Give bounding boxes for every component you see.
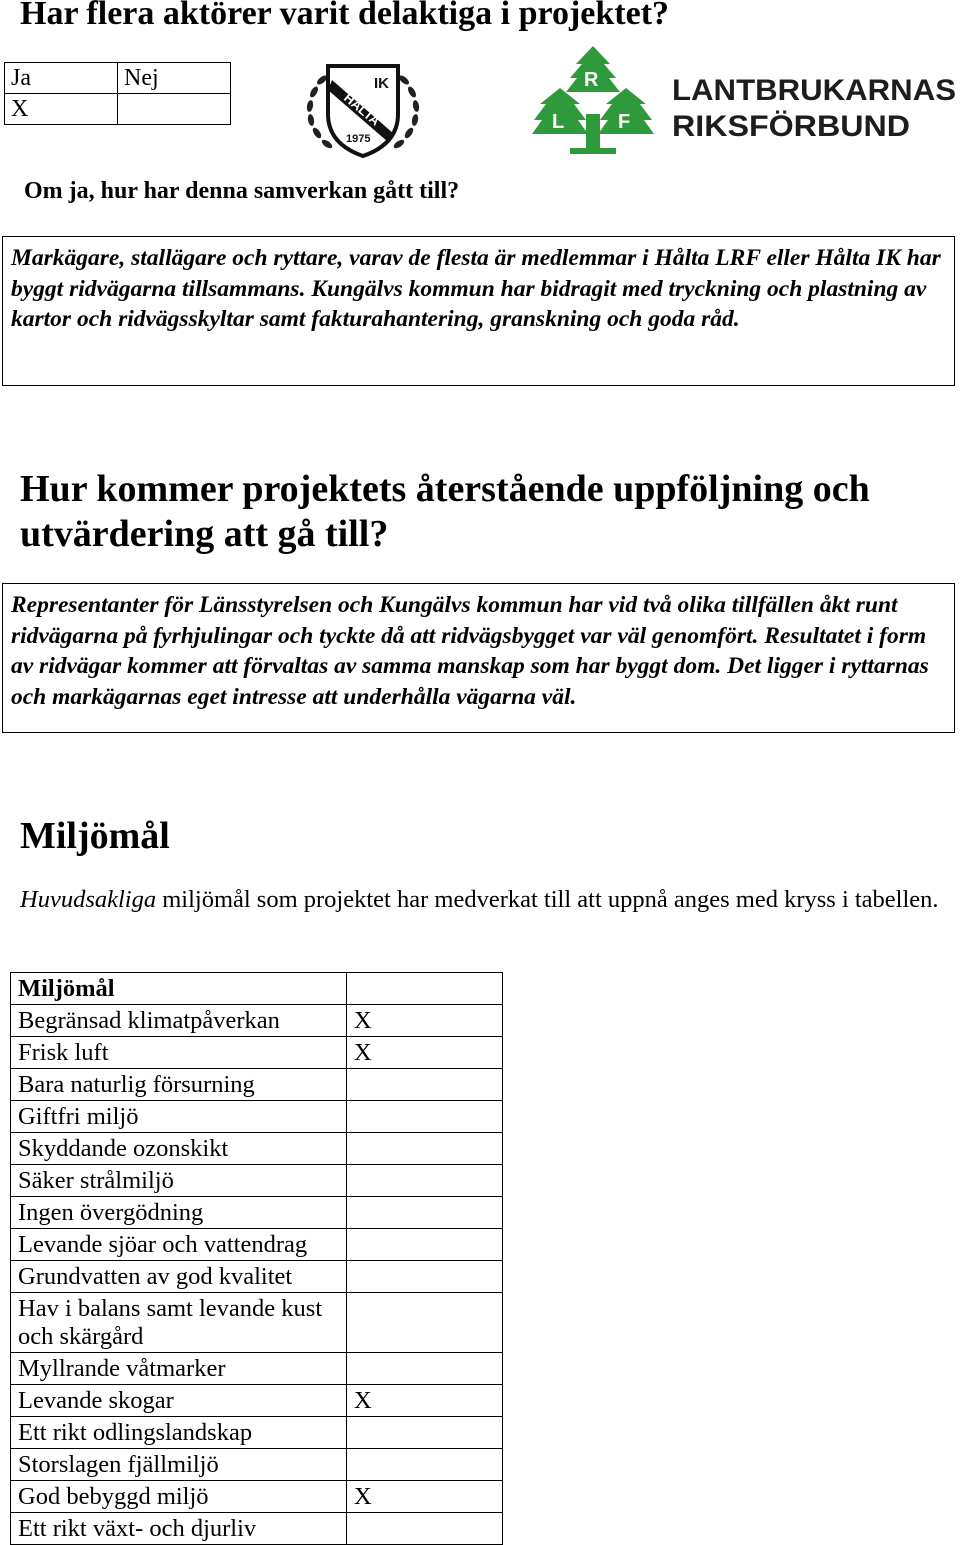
heading-miljomal: Miljömål <box>20 815 170 857</box>
goal-mark <box>347 1293 503 1353</box>
goal-mark <box>347 1197 503 1229</box>
goal-name: Storslagen fjällmiljö <box>11 1449 347 1481</box>
no-label: Nej <box>118 63 231 94</box>
table-row <box>11 1417 503 1449</box>
no-mark <box>118 94 231 125</box>
table-row <box>11 1353 503 1385</box>
table-row <box>11 1069 503 1101</box>
ik-text: IK <box>374 75 389 92</box>
table-row <box>11 1293 503 1353</box>
goal-name: Myllrande våtmarker <box>11 1353 347 1385</box>
answer-cooperation-text: Markägare, stallägare och ryttare, varav de flesta är medlemmar i Hålta LRF eller Hålta IK har byggt ridvägarna tillsammans. Kungälvs kommun har bidragit med tryckning och plastning av kartor och ridvägsskyltar samt fakturahantering, granskning och goda råd. <box>11 245 941 332</box>
lrf-letter-r: R <box>584 69 599 91</box>
intro-paragraph <box>20 884 940 915</box>
intro-italic: Huvudsakliga <box>20 886 157 913</box>
goal-name: Skyddande ozonskikt <box>11 1133 347 1165</box>
goal-name: Ett rikt odlingslandskap <box>11 1417 347 1449</box>
goal-name: Bara naturlig försurning <box>11 1069 347 1101</box>
intro-rest: miljömål som projektet har medverkat till att uppnå anges med kryss i tabellen. <box>156 886 939 913</box>
goal-name: Ingen övergödning <box>11 1197 347 1229</box>
goal-name: Frisk luft <box>11 1037 347 1069</box>
table-row <box>11 1449 503 1481</box>
table-row <box>11 1037 503 1069</box>
goal-name: Levande skogar <box>11 1385 347 1417</box>
goal-name: Ett rikt växt- och djurliv <box>11 1513 347 1545</box>
answer-followup-box <box>2 583 955 733</box>
goal-mark <box>347 1449 503 1481</box>
answer-cooperation-box <box>2 236 955 386</box>
goal-mark: X <box>347 1005 503 1037</box>
goal-mark <box>347 1133 503 1165</box>
table-row <box>11 1101 503 1133</box>
goal-name: Begränsad klimatpåverkan <box>11 1005 347 1037</box>
goal-mark <box>347 1261 503 1293</box>
answer-followup-text: Representanter för Länsstyrelsen och Kungälvs kommun har vid två olika tillfällen åkt runt ridvägarna på fyrhjulingar och tyckte då att ridvägsbygget var väl genomfört. Resultatet i form av ridvägar kommer att förvaltas av samma manskap som har byggt dom. Det ligger i ryttarnas och markägarnas eget intresse att underhålla vägarna väl. <box>11 592 929 710</box>
goal-name: Giftfri miljö <box>11 1101 347 1133</box>
year-text: 1975 <box>346 133 371 145</box>
heading-followup: Hur kommer projektets återstående uppföljning och utvärdering att gå till? <box>20 468 870 555</box>
table-row <box>11 1229 503 1261</box>
goal-mark <box>347 1101 503 1133</box>
table-row <box>11 1197 503 1229</box>
goal-name: Grundvatten av god kvalitet <box>11 1261 347 1293</box>
halta-text: HÅLTA <box>341 90 383 129</box>
goals-header-row <box>11 973 503 1005</box>
goal-mark: X <box>347 1037 503 1069</box>
goals-header: Miljömål <box>11 973 347 1005</box>
goal-mark <box>347 1353 503 1385</box>
lrf-line1: LANTBRUKARNAS <box>672 74 956 107</box>
table-row <box>11 1385 503 1417</box>
table-row <box>11 1261 503 1293</box>
table-row <box>11 1165 503 1197</box>
lrf-letter-l: L <box>552 111 565 133</box>
table-row <box>11 1133 503 1165</box>
goals-header-mark <box>347 973 503 1005</box>
goal-mark <box>347 1165 503 1197</box>
lrf-letter-f: F <box>618 111 631 133</box>
goal-mark: X <box>347 1385 503 1417</box>
goal-mark <box>347 1417 503 1449</box>
yes-no-table <box>4 62 231 125</box>
goal-mark <box>347 1229 503 1261</box>
goal-name: Levande sjöar och vattendrag <box>11 1229 347 1261</box>
lrf-line2: RIKSFÖRBUND <box>672 110 910 143</box>
goal-name: God bebyggd miljö <box>11 1481 347 1513</box>
yes-mark: X <box>5 94 118 125</box>
table-row <box>11 1481 503 1513</box>
goal-name: Hav i balans samt levande kust och skärgård <box>11 1293 347 1353</box>
goal-name: Säker strålmiljö <box>11 1165 347 1197</box>
lrf-logo <box>530 44 960 156</box>
question-cooperation: Om ja, hur har denna samverkan gått till? <box>24 178 460 204</box>
goal-mark <box>347 1513 503 1545</box>
halta-ik-logo <box>300 52 426 164</box>
heading-actors: Har flera aktörer varit delaktiga i projektet? <box>20 0 670 32</box>
table-row <box>11 1513 503 1545</box>
yes-label: Ja <box>5 63 118 94</box>
goals-table <box>10 972 503 1545</box>
goal-mark <box>347 1069 503 1101</box>
goal-mark: X <box>347 1481 503 1513</box>
table-row <box>11 1005 503 1037</box>
